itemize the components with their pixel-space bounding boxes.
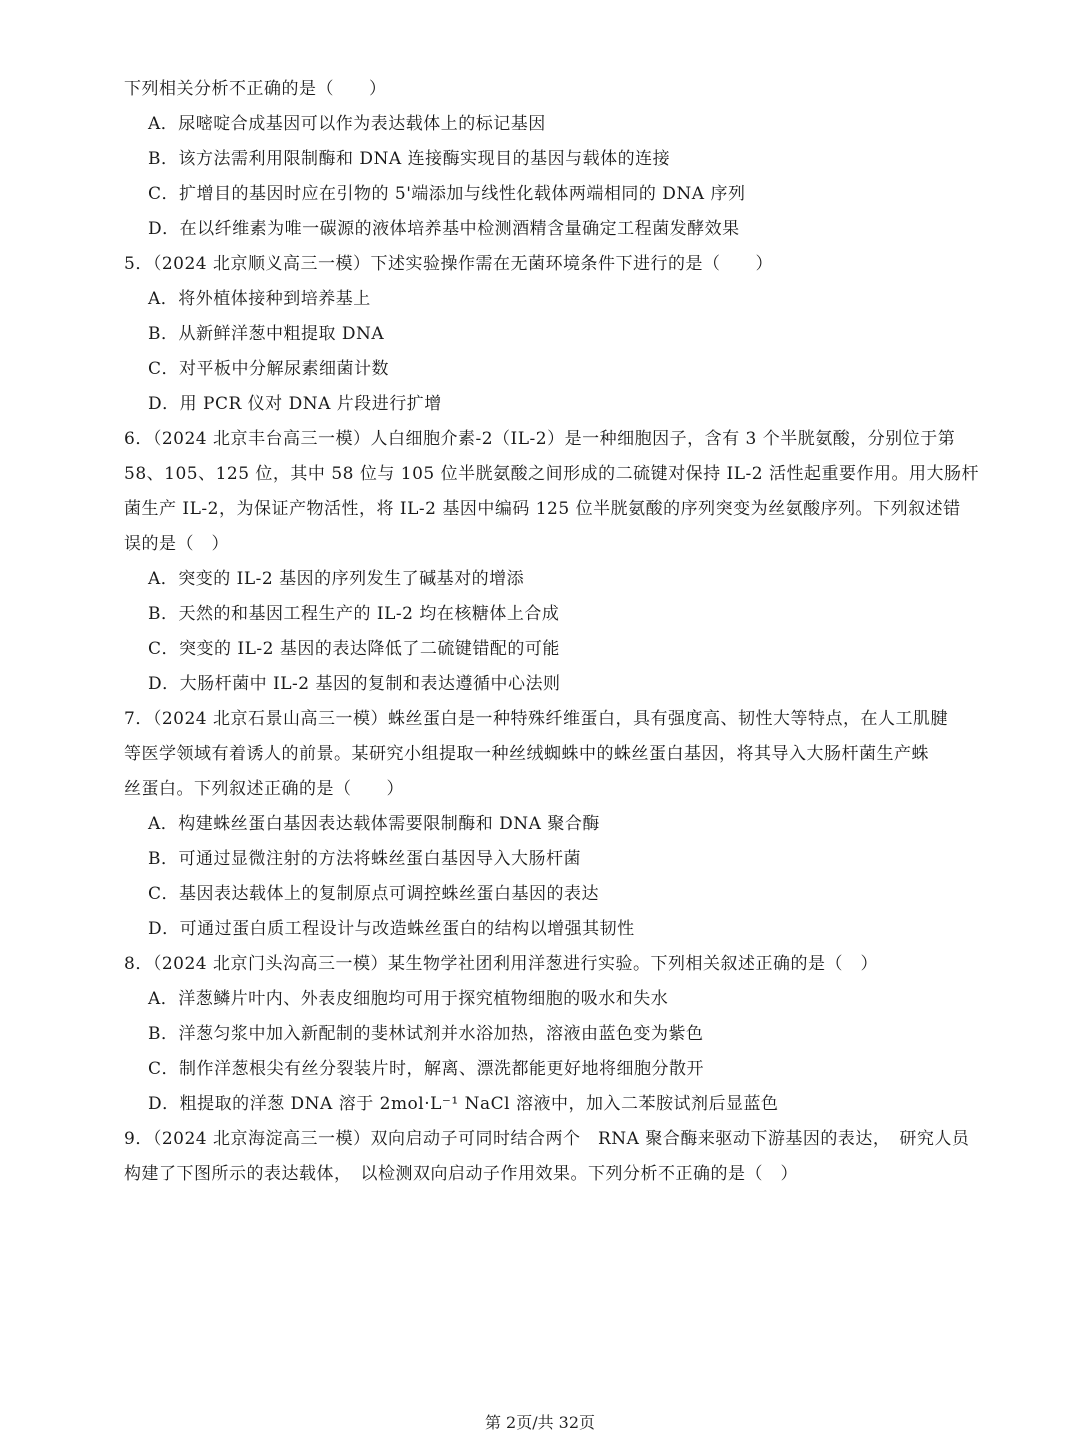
q8-option-d: D．粗提取的洋葱 DNA 溶于 2mol·L⁻¹ NaCl 溶液中，加入二苯胺试剂后显蓝色 [148,1094,779,1114]
q6-option-b: B．天然的和基因工程生产的 IL-2 均在核糖体上合成 [148,604,560,624]
q4-option-c: C．扩增目的基因时应在引物的 5'端添加与线性化载体两端相同的 DNA 序列 [148,184,746,204]
q6-option-a: A．突变的 IL-2 基因的序列发生了碱基对的增添 [148,569,525,589]
q5-option-d: D．用 PCR 仪对 DNA 片段进行扩增 [148,394,442,414]
q5-option-a: A．将外植体接种到培养基上 [148,289,371,309]
q4-stem-tail: 下列相关分析不正确的是（ ） [124,79,387,99]
q5-option-c: C．对平板中分解尿素细菌计数 [148,359,390,379]
q4-option-a: A．尿嘧啶合成基因可以作为表达载体上的标记基因 [148,114,546,134]
q8-option-a: A．洋葱鳞片叶内、外表皮细胞均可用于探究植物细胞的吸水和失水 [148,989,669,1009]
q6-option-c: C．突变的 IL-2 基因的表达降低了二硫键错配的可能 [148,639,560,659]
q8-option-b: B．洋葱匀浆中加入新配制的斐林试剂并水浴加热，溶液由蓝色变为紫色 [148,1024,704,1044]
q6-stem-line-1: 6．（2024 北京丰台高三一模）人白细胞介素-2（IL-2）是一种细胞因子，含有 3 个半胱氨酸，分别位于第 [124,429,956,449]
q7-stem-line-3: 丝蛋白。下列叙述正确的是（ ） [124,779,404,799]
q7-option-b: B．可通过显微注射的方法将蛛丝蛋白基因导入大肠杆菌 [148,849,581,869]
q9-stem-line-2: 构建了下图所示的表达载体， 以检测双向启动子作用效果。下列分析不正确的是（ ） [124,1164,798,1184]
q9-stem-line-1: 9．（2024 北京海淀高三一模）双向启动子可同时结合两个 RNA 聚合酶来驱动下游基因的表达， 研究人员 [124,1129,970,1149]
q4-option-d: D．在以纤维素为唯一碳源的液体培养基中检测酒精含量确定工程菌发酵效果 [148,219,740,239]
q7-option-a: A．构建蛛丝蛋白基因表达载体需要限制酶和 DNA 聚合酶 [148,814,600,834]
q6-stem-line-2: 58、105、125 位，其中 58 位与 105 位半胱氨酸之间形成的二硫键对保持 IL-2 活性起重要作用。用大肠杆 [124,464,979,484]
q7-stem-line-1: 7．（2024 北京石景山高三一模）蛛丝蛋白是一种特殊纤维蛋白，具有强度高、韧性大等特点，在人工肌腱 [124,709,948,729]
q7-option-c: C．基因表达载体上的复制原点可调控蛛丝蛋白基因的表达 [148,884,600,904]
q6-stem-line-4: 误的是（ ） [124,534,229,554]
q8-stem: 8．（2024 北京门头沟高三一模）某生物学社团利用洋葱进行实验。下列相关叙述正确的是（ ） [124,954,878,974]
q7-stem-line-2: 等医学领域有着诱人的前景。某研究小组提取一种丝绒蜘蛛中的蛛丝蛋白基因，将其导入大肠杆菌生产蛛 [124,744,929,764]
page-content [124,72,979,1192]
q5-stem: 5．（2024 北京顺义高三一模）下述实验操作需在无菌环境条件下进行的是（ ） [124,254,773,274]
q6-option-d: D．大肠杆菌中 IL-2 基因的复制和表达遵循中心法则 [148,674,561,694]
page-number-footer: 第 2页/共 32页 [484,1413,596,1432]
q6-stem-line-3: 菌生产 IL-2，为保证产物活性，将 IL-2 基因中编码 125 位半胱氨酸的序列突变为丝氨酸序列。下列叙述错 [124,499,961,519]
q8-option-c: C．制作洋葱根尖有丝分裂装片时，解离、漂洗都能更好地将细胞分散开 [148,1059,705,1079]
q7-option-d: D．可通过蛋白质工程设计与改造蛛丝蛋白的结构以增强其韧性 [148,919,635,939]
q5-option-b: B．从新鲜洋葱中粗提取 DNA [148,324,385,344]
q4-option-b: B．该方法需利用限制酶和 DNA 连接酶实现目的基因与载体的连接 [148,149,671,169]
